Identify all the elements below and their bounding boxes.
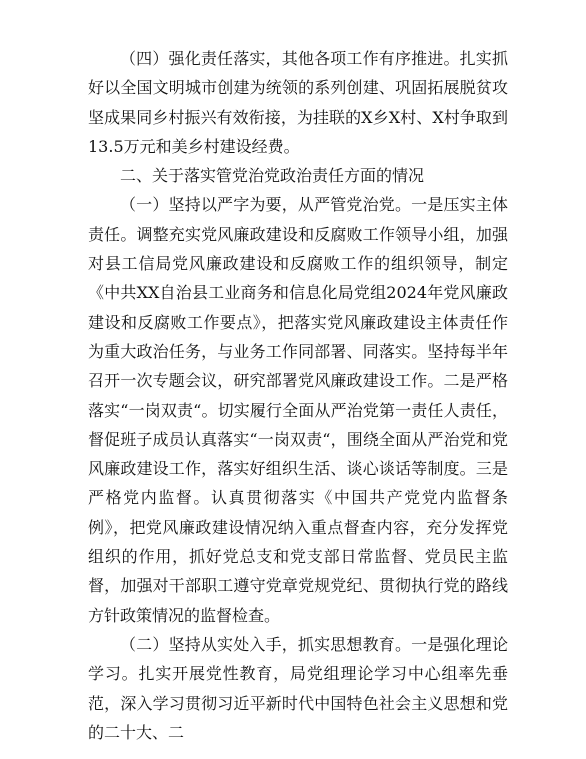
document-body xyxy=(88,44,508,747)
paragraph-section-four: （四）强化责任落实，其他各项工作有序推进。扎实抓好以全国文明城市创建为统领的系列创建、巩固拓展脱贫攻坚成果同乡村振兴有效衔接，为挂联的X乡X村、X村争取到13.5万元和美乡村建设经费。 xyxy=(88,49,508,156)
paragraph-strict-governance: （一）坚持以严字为要，从严管党治党。一是压实主体责任。调整充实党风廉政建设和反腐败工作领导小组，加强对县工信局党风廉政建设和反腐败工作的组织领导，制定《中共XX自治县工业商务和信息化局党组2024年党风廉政建设和反腐败工作要点》，把落实党风廉政建设主体责任作为重大政治任务，与业务工作同部署、同落实。坚持每半年召开一次专题会议，研究部署党风廉政建设工作。二是严格落实“一岗双责“。切实履行全面从严治党第一责任人责任，督促班子成员认真落实“一岗双责“，围绕全面从严治党和党风廉政建设工作，落实好组织生活、谈心谈话等制度。三是严格党内监督。认真贯彻落实《中国共产党党内监督条例》，把党风廉政建设情况纳入重点督查内容，充分发挥党组织的作用，抓好党总支和党支部日常监督、党员民主监督，加强对干部职工遵守党章党规党纪、贯彻执行党的路线方针政策情况的监督检查。 xyxy=(88,195,508,625)
paragraph-ideological-education: （二）坚持从实处入手，抓实思想教育。一是强化理论学习。扎实开展党性教育，局党组理论学习中心组率先垂范，深入学习贯彻习近平新时代中国特色社会主义思想和党的二十大、二 xyxy=(88,634,508,742)
section-heading-two: 二、关于落实管党治党政治责任方面的情况 xyxy=(120,166,425,186)
